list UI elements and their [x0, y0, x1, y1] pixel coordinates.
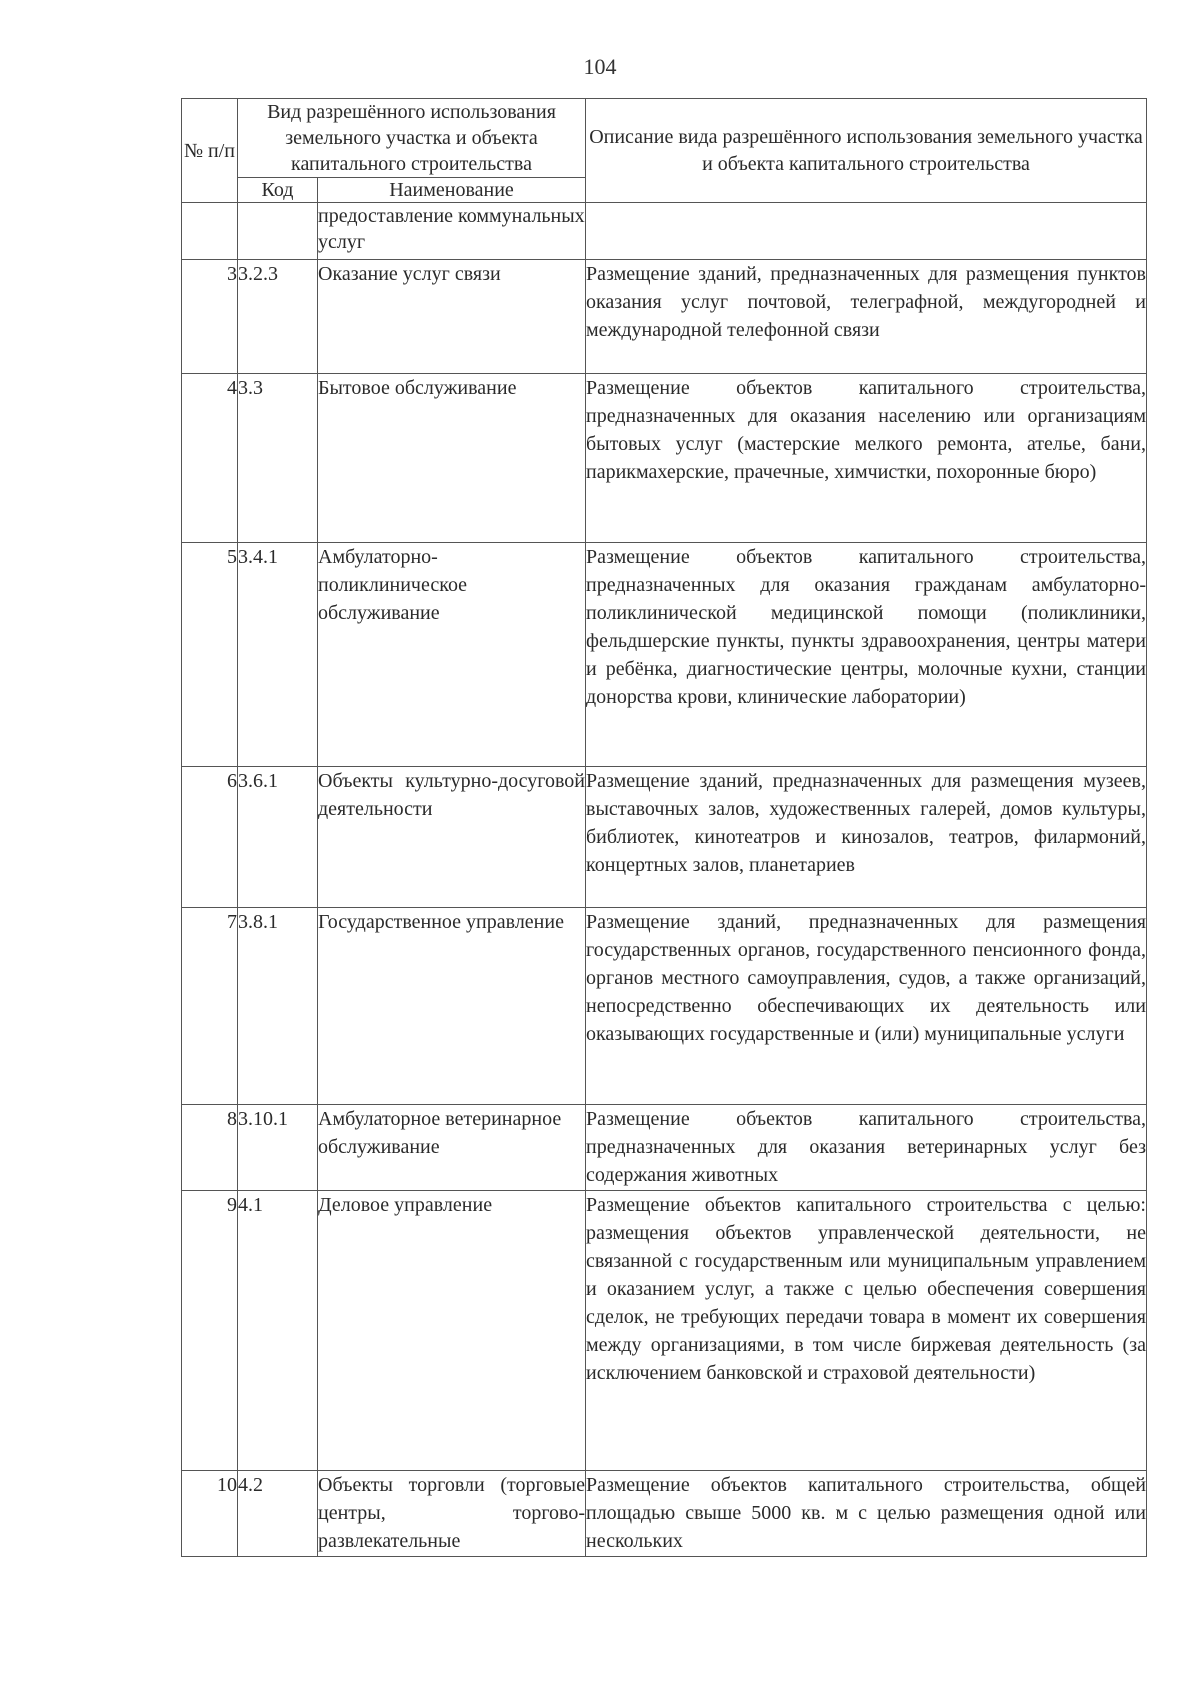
header-description: Описание вида разрешённого использования земельного участка и объекта капитального строительства [586, 99, 1147, 203]
table-row [182, 1191, 1147, 1471]
table-row [182, 908, 1147, 1105]
table-row [182, 374, 1147, 543]
row-number: 4 [182, 374, 238, 543]
row-name: Объекты торговли (торговые центры, торгово-развлекательные [318, 1471, 586, 1557]
row-code: 3.6.1 [238, 767, 318, 908]
row-description: Размещение объектов капитального строительства, предназначенных для оказания ветеринарных услуг без содержания животных [586, 1105, 1147, 1191]
row-name: Государственное управление [318, 908, 586, 1105]
table-row [182, 1471, 1147, 1557]
row-description: Размещение объектов капитального строительства, общей площадью свыше 5000 кв. м с целью размещения одной или нескольких [586, 1471, 1147, 1557]
row-description: Размещение зданий, предназначенных для размещения государственных органов, государственного пенсионного фонда, органов местного самоуправления, судов, а также организаций, непосредственно обеспечивающих их деятельность или оказывающих государственные и (или) муниципальные услуги [586, 908, 1147, 1105]
row-code: 3.2.3 [238, 260, 318, 374]
table-row [182, 203, 1147, 260]
table-row [182, 1105, 1147, 1191]
table-row [182, 543, 1147, 767]
header-use-type-group: Вид разрешённого использования земельного участка и объекта капитального строительства [238, 99, 586, 178]
table-row [182, 260, 1147, 374]
row-name: Амбулаторное ветеринарное обслуживание [318, 1105, 586, 1191]
header-name: Наименование [318, 178, 586, 203]
row-description: Размещение зданий, предназначенных для размещения пунктов оказания услуг почтовой, телеграфной, междугородней и международной телефонной связи [586, 260, 1147, 374]
row-number: 8 [182, 1105, 238, 1191]
header-row [182, 99, 1147, 178]
row-code [238, 203, 318, 260]
row-description: Размещение объектов капитального строительства, предназначенных для оказания гражданам амбулаторно-поликлинической медицинской помощи (поликлиники, фельдшерские пункты, пункты здравоохранения, центры матери и ребёнка, диагностические центры, молочные кухни, станции донорства крови, клинические лаборатории) [586, 543, 1147, 767]
row-code: 4.1 [238, 1191, 318, 1471]
row-name: Деловое управление [318, 1191, 586, 1471]
row-number: 6 [182, 767, 238, 908]
row-name: Амбулаторно-поликлиническое обслуживание [318, 543, 586, 767]
row-code: 3.4.1 [238, 543, 318, 767]
row-name: предоставление коммунальных услуг [318, 203, 586, 260]
row-name: Оказание услуг связи [318, 260, 586, 374]
header-code: Код [238, 178, 318, 203]
page-number: 104 [583, 54, 617, 79]
row-description: Размещение объектов капитального строительства с целью: размещения объектов управленческой деятельности, не связанной с государственным или муниципальным управлением и оказанием услуг, а также с целью обеспечения совершения сделок, не требующих передачи товара в момент их совершения между организациями, в том числе биржевая деятельность (за исключением банковской и страховой деятельности) [586, 1191, 1147, 1471]
row-number [182, 203, 238, 260]
row-code: 3.10.1 [238, 1105, 318, 1191]
row-name: Бытовое обслуживание [318, 374, 586, 543]
row-code: 3.8.1 [238, 908, 318, 1105]
row-code: 4.2 [238, 1471, 318, 1557]
land-use-table [181, 98, 1147, 1557]
row-code: 3.3 [238, 374, 318, 543]
row-description [586, 203, 1147, 260]
row-description: Размещение объектов капитального строительства, предназначенных для оказания населению или организациям бытовых услуг (мастерские мелкого ремонта, ателье, бани, парикмахерские, прачечные, химчистки, похоронные бюро) [586, 374, 1147, 543]
header-number: № п/п [182, 99, 238, 203]
table-row [182, 767, 1147, 908]
row-name: Объекты культурно-досуговой деятельности [318, 767, 586, 908]
row-number: 10 [182, 1471, 238, 1557]
row-number: 3 [182, 260, 238, 374]
row-number: 9 [182, 1191, 238, 1471]
row-number: 7 [182, 908, 238, 1105]
row-number: 5 [182, 543, 238, 767]
row-description: Размещение зданий, предназначенных для размещения музеев, выставочных залов, художественных галерей, домов культуры, библиотек, кинотеатров и кинозалов, театров, филармоний, концертных залов, планетариев [586, 767, 1147, 908]
